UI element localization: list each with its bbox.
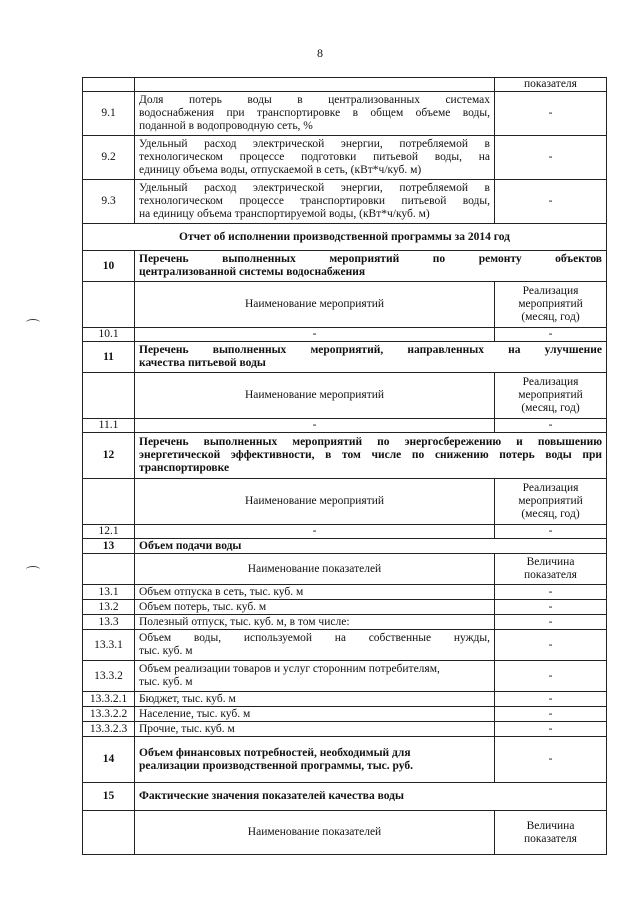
- table-row: [83, 180, 607, 224]
- row-number: 9.1: [83, 92, 135, 136]
- column-header-realization: Реализация мероприятий (месяц, год): [495, 479, 607, 525]
- row-description: Бюджет, тыс. куб. м: [135, 692, 495, 707]
- row-value: -: [495, 136, 607, 180]
- column-header-name: Наименование показателей: [135, 554, 495, 585]
- row-number: 9.3: [83, 180, 135, 224]
- margin-punch-mark: [26, 566, 40, 573]
- row-value: -: [495, 737, 607, 783]
- row-description: -: [135, 328, 495, 342]
- table-row: [83, 737, 607, 783]
- column-header-realization: Реализация мероприятий (месяц, год): [495, 373, 607, 419]
- row-description: Удельный расход электрической энергии, потребляемой в технологическом процессе транспортировки питьевой воды, на единицу объема транспортируемой воды, (кВт*ч/куб. м): [135, 180, 495, 224]
- row-description: Доля потерь воды в централизованных системах водоснабжения при транспортировке в общем объеме воды, поданной в водопроводную сеть, %: [135, 92, 495, 136]
- table-row: [83, 92, 607, 136]
- row-description: Перечень выполненных мероприятий по энергосбережению и повышению энергетической эффективности, в том числе по снижению потерь воды при транспортировке: [135, 433, 607, 479]
- table-row: [83, 661, 607, 692]
- row-description: Объем подачи воды: [135, 539, 607, 554]
- row-number: 13.3.2: [83, 661, 135, 692]
- row-description: Объем потерь, тыс. куб. м: [135, 600, 495, 615]
- row-description: Перечень выполненных мероприятий, направленных на улучшение качества питьевой воды: [135, 342, 607, 373]
- row-value: -: [495, 525, 607, 539]
- value-header-tail: показателя: [495, 78, 607, 92]
- row-number: 14: [83, 737, 135, 783]
- column-header-value: Величина показателя: [495, 811, 607, 855]
- table-subheader-row: [83, 554, 607, 585]
- row-description: -: [135, 419, 495, 433]
- table-row: [83, 328, 607, 342]
- table-row: [83, 539, 607, 554]
- row-description: Перечень выполненных мероприятий по ремонту объектов централизованной системы водоснабжения: [135, 251, 607, 282]
- table-row: [83, 251, 607, 282]
- row-number: 12.1: [83, 525, 135, 539]
- table-row: [83, 342, 607, 373]
- program-report-table: [82, 77, 607, 855]
- row-number: 9.2: [83, 136, 135, 180]
- row-description: Полезный отпуск, тыс. куб. м, в том числе:: [135, 615, 495, 630]
- row-value: -: [495, 615, 607, 630]
- table-row: [83, 585, 607, 600]
- page-number: 8: [317, 46, 323, 60]
- row-number: 10: [83, 251, 135, 282]
- row-value: -: [495, 630, 607, 661]
- row-number: 12: [83, 433, 135, 479]
- row-value: -: [495, 707, 607, 722]
- row-value: -: [495, 692, 607, 707]
- row-number: 13.1: [83, 585, 135, 600]
- column-header-realization: Реализация мероприятий (месяц, год): [495, 282, 607, 328]
- row-number: 13.3.2.2: [83, 707, 135, 722]
- row-description: -: [135, 525, 495, 539]
- row-value: -: [495, 92, 607, 136]
- table-row: [83, 78, 607, 92]
- row-value: -: [495, 585, 607, 600]
- table-row: [83, 600, 607, 615]
- row-value: -: [495, 419, 607, 433]
- row-number: 13.3.2.3: [83, 722, 135, 737]
- row-number: 13.3: [83, 615, 135, 630]
- row-number: 11: [83, 342, 135, 373]
- table-row: [83, 630, 607, 661]
- report-section-title: Отчет об исполнении производственной программы за 2014 год: [83, 224, 607, 251]
- row-number: 11.1: [83, 419, 135, 433]
- row-description: Прочие, тыс. куб. м: [135, 722, 495, 737]
- row-number: 10.1: [83, 328, 135, 342]
- row-description: Объем воды, используемой на собственные нужды, тыс. куб. м: [135, 630, 495, 661]
- row-value: -: [495, 722, 607, 737]
- table-row: [83, 419, 607, 433]
- table-row: [83, 433, 607, 479]
- row-number: 15: [83, 783, 135, 811]
- margin-punch-mark: [26, 319, 40, 326]
- column-header-name: Наименование мероприятий: [135, 282, 495, 328]
- row-description: Фактические значения показателей качества воды: [135, 783, 607, 811]
- row-number: 13.3.1: [83, 630, 135, 661]
- row-value: -: [495, 180, 607, 224]
- column-header-value: Величина показателя: [495, 554, 607, 585]
- table-row: [83, 525, 607, 539]
- row-description: Удельный расход электрической энергии, потребляемой в технологическом процессе подготовки питьевой воды, на единицу объема воды, отпускаемой в сеть, (кВт*ч/куб. м): [135, 136, 495, 180]
- row-description: Объем финансовых потребностей, необходимый для реализации производственной программы, тыс. руб.: [135, 737, 495, 783]
- row-number: 13: [83, 539, 135, 554]
- row-description: Население, тыс. куб. м: [135, 707, 495, 722]
- table-subheader-row: [83, 373, 607, 419]
- row-description: Объем реализации товаров и услуг сторонним потребителям, тыс. куб. м: [135, 661, 495, 692]
- table-row: [83, 722, 607, 737]
- row-description: Объем отпуска в сеть, тыс. куб. м: [135, 585, 495, 600]
- table-subheader-row: [83, 811, 607, 855]
- table-subheader-row: [83, 479, 607, 525]
- table-subheader-row: [83, 282, 607, 328]
- column-header-name: Наименование мероприятий: [135, 479, 495, 525]
- table-row: [83, 692, 607, 707]
- table-row: [83, 707, 607, 722]
- row-number: 13.2: [83, 600, 135, 615]
- table-row: [83, 615, 607, 630]
- column-header-name: Наименование мероприятий: [135, 373, 495, 419]
- section-header-row: [83, 224, 607, 251]
- row-value: -: [495, 661, 607, 692]
- row-value: -: [495, 328, 607, 342]
- row-value: -: [495, 600, 607, 615]
- table-row: [83, 783, 607, 811]
- column-header-name: Наименование показателей: [135, 811, 495, 855]
- row-number: 13.3.2.1: [83, 692, 135, 707]
- table-row: [83, 136, 607, 180]
